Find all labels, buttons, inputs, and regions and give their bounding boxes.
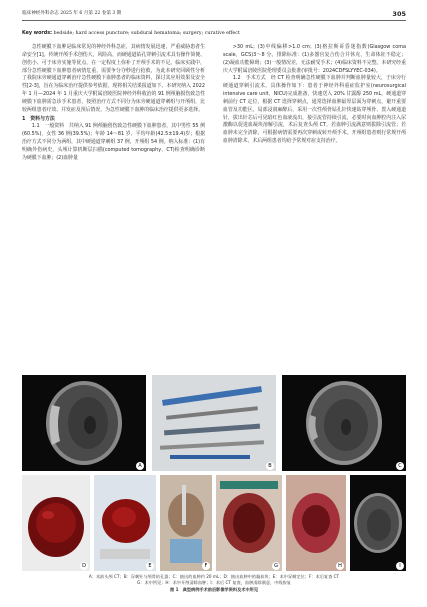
blood-sample-image [94, 475, 156, 571]
figure-panel-c [282, 375, 406, 471]
paragraph: 1.1 一般资料 共纳入 91 例颅脑创伤致急性硬膜下血肿患者，其中男性 55 例(60.5%)，女性 36 例(39.5%)；年龄 14～81 岁，平均年龄(42.5±19.4)岁；根据治疗方式不同分为两组，其中硬通道穿刺组 37 例，开颅组 54 例。纳入标准：(1)有明确外伤病史，头颅计算机断层扫描(computed tomography，CT)检查明确诊断为硬膜下血肿；(2)血肿量 [22, 123, 205, 161]
surgery-image [286, 475, 346, 571]
surgical-instruments-image [152, 375, 276, 471]
keywords-text: bedside; hard access puncture; subdural hematoma; surgery; curative effect [53, 31, 240, 36]
figure-panel-a [22, 375, 146, 471]
panel-label-h: H [336, 562, 344, 570]
panel-label-e: E [146, 562, 154, 570]
keywords [22, 30, 406, 37]
keywords-label: Key words: [22, 31, 52, 36]
paragraph: 急性硬膜下血肿是临床常见的神经外科急症，其病情发展迅速，严重威胁患者生命安全[1]。传统开颅手术创伤大，风险高，而硬通道钻孔穿刺引流术具有操作简便、创伤小、可于床旁实施等优点，在一定程度上弥补了开颅手术的不足。临床实践中，部分急性硬膜下血肿患者病情危重，需要争分夺秒进行抢救，为此本研究回顾性分析了我院床旁硬通道穿刺治疗急性硬膜下血肿患者的临床资料，探讨其应用效果及安全性[2-3]，旨在为临床治疗提供参考依据，现将相关结果报道如下。本研究纳入 2022 年 1 月—2024 年 1 月重庆大学附属涪陵医院神经外科收治的 91 例颅脑损伤致急性硬膜下血肿需急诊手术患者，按照治疗方式不同分为床旁硬通道穿刺组与开颅组，比较两组患者疗效、并发症及预后情况，为急性硬膜下血肿的临床治疗提供更多选择。 [22, 44, 205, 113]
paragraph: >30 mL；(3)中线偏移>1.0 cm；(3)格拉斯哥昏迷指数(Glasgow coma scale，GCS)3～8 分。排除标准：(1)多器官复合伤合并休克，生命体征不稳定；(2)凝血功能障碍；(3)一般情况差，无法耐受手术；(4)临床资料不完整。本研究经重庆大学附属涪陵医院伦理委员会批准(审批号：2024CDFSLYYEC-034)。 [223, 44, 406, 74]
figure-title: 图 1 典型病例手术前后影像学资料及术中所见 [169, 586, 259, 592]
journal-title: 临床神经外科杂志 2025 年 6 月第 22 卷第 3 期 [22, 11, 122, 16]
panel-label-c: C [396, 462, 404, 470]
figure [22, 375, 406, 573]
figure-panel-e [94, 475, 156, 571]
blood-container-image [22, 475, 90, 571]
page-number: 305 [392, 10, 406, 18]
figure-panel-g [216, 475, 282, 571]
page-header [22, 8, 406, 21]
right-column [223, 44, 406, 146]
paragraph: 1.2 手术方式 经 CT 检查明确急性硬膜下血肿并判断血肿量较大，于床旁行硬通道穿刺引流术，具体操作如下：患者于神经外科重症监护室(neurosurgical intensive care unit，NICU)完成准备，快速送入 20% 甘露醇 250 mL，硬通道穿刺前行 CT 定位，根据 CT 选择穿刺点，通常选择血肿最厚层面为穿刺点，避开重要血管及功能区，局部浸润麻醉后，采用一次性颅骨钻孔针快速钻穿颅骨，置入硬通道针，拔出针芯后可见暗红色血液流出，接引流管持续引流，必要时向血肿腔内注入尿激酶以促进血凝块溶解引流，术后复查头颅 CT，若血肿引流满意则拔除引流管；若血肿未完全清除，可根据病情需要再次穿刺或转开颅手术。开颅组患者则行常规开颅血肿清除术，术后两组患者均给予常规对症支持治疗。 [223, 75, 406, 145]
ct-scan-image [282, 375, 406, 471]
surgery-image [216, 475, 282, 571]
panel-label-b: B [266, 462, 274, 470]
ct-scan-image [22, 375, 146, 471]
ct-scan-image [350, 475, 406, 571]
left-column [22, 44, 205, 163]
panel-label-i: I [396, 562, 404, 570]
figure-panel-i [350, 475, 406, 571]
panel-label-a: A [136, 462, 144, 470]
figure-panel-f [160, 475, 212, 571]
figure-caption [22, 574, 406, 593]
section-heading: 1 资料与方法 [22, 115, 55, 122]
figure-panel-b [152, 375, 276, 471]
figure-panel-h [286, 475, 346, 571]
panel-label-d: D [80, 562, 88, 570]
caption-line: G：术中所见；H：术中开颅清除血肿；I：术后 CT 复查，血肿清除满意，中线恢复 [137, 580, 291, 586]
panel-label-g: G [272, 562, 280, 570]
panel-label-f: F [202, 562, 210, 570]
caption-line: A：术前头颅 CT；B：穿刺针与颅骨钻孔器；C：抽出的血肿约 20 mL；D：抽出血肿中的凝血块；E：术中穿刺定位；F：术后复查 CT [88, 574, 340, 579]
figure-panel-d [22, 475, 90, 571]
bedside-puncture-image [160, 475, 212, 571]
